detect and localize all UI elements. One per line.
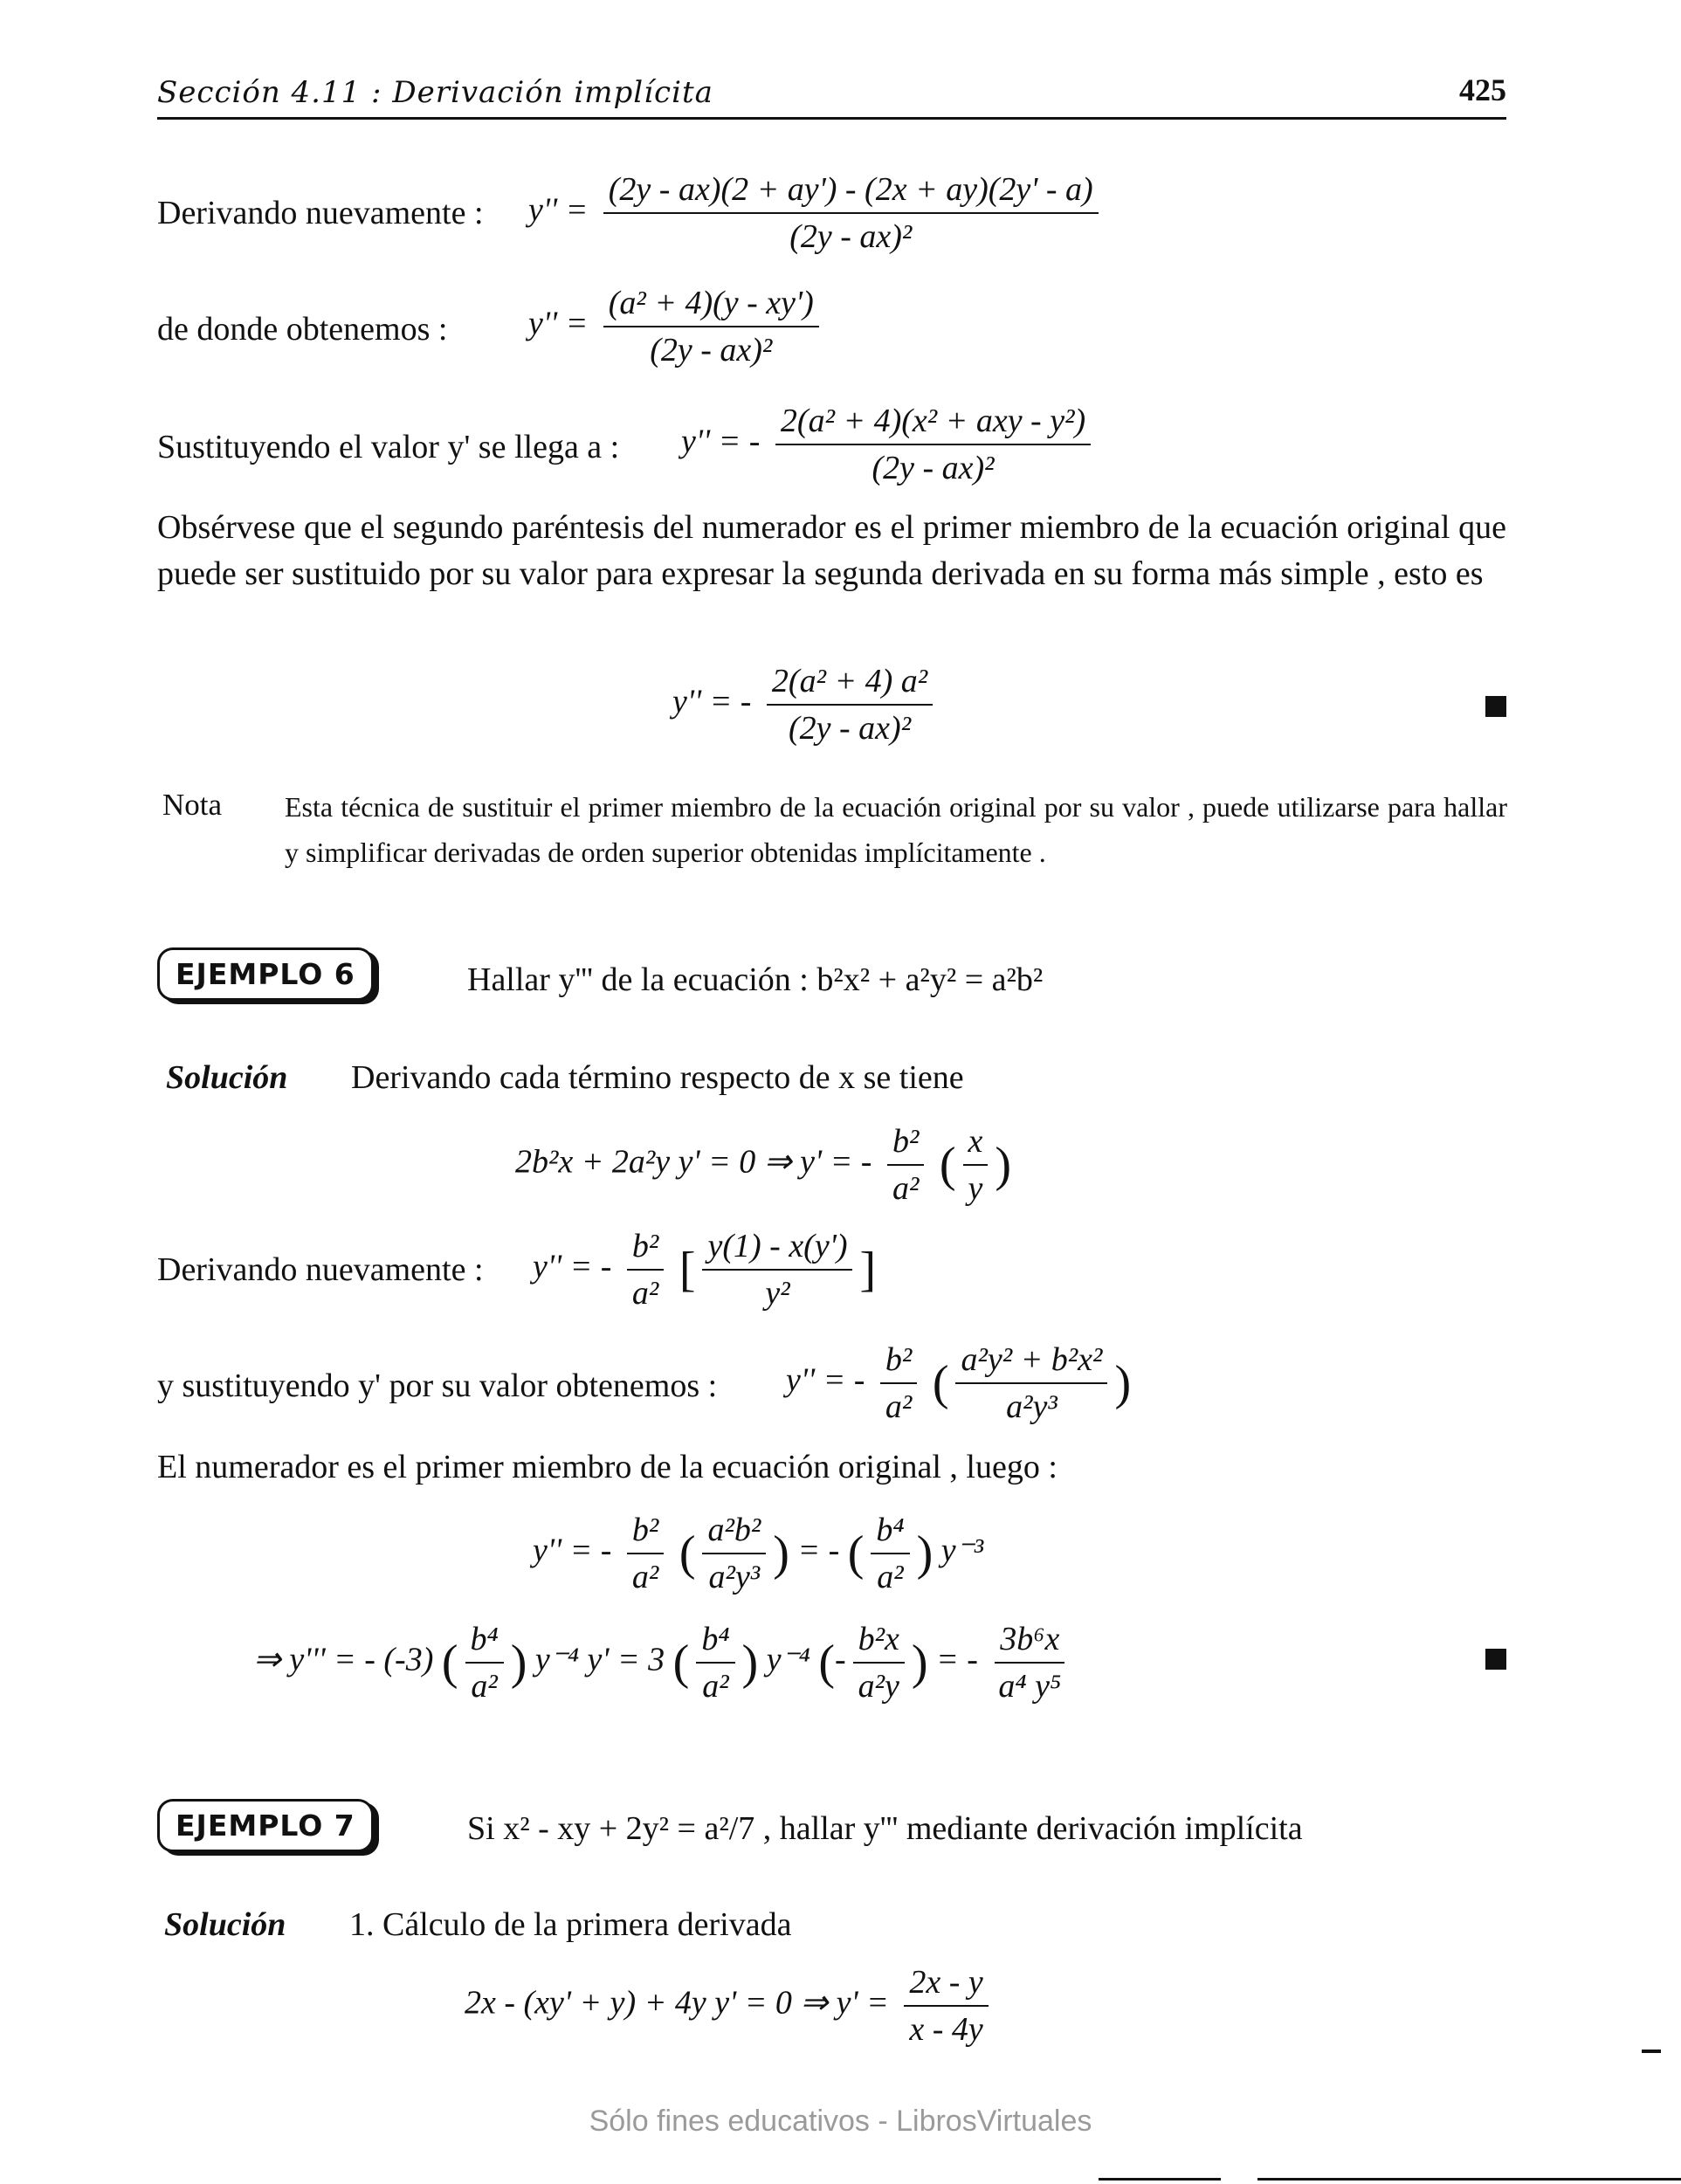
fraction bbox=[993, 1620, 1066, 1705]
page-header bbox=[157, 72, 1506, 120]
numerator: 2(a² + 4) a² bbox=[767, 662, 933, 706]
qed-square bbox=[1485, 696, 1506, 717]
fraction bbox=[627, 1511, 664, 1596]
bottom-rule-left bbox=[1099, 2178, 1221, 2181]
eq-lhs: y'' = - bbox=[533, 1248, 612, 1285]
bracket-close: ] bbox=[859, 1243, 877, 1297]
eq-lhs: y'' = bbox=[528, 305, 589, 342]
numerator: b⁴ bbox=[465, 1620, 504, 1664]
eq-lhs: y'' = - bbox=[672, 683, 752, 720]
eq-lhs: y'' = - bbox=[786, 1361, 865, 1399]
denominator: a²y³ bbox=[708, 1559, 761, 1595]
ej6-equation-4 bbox=[533, 1511, 983, 1596]
paren-open: ( bbox=[672, 1636, 690, 1690]
eq-part-a: ⇒ y''' = - (-3) bbox=[253, 1641, 434, 1678]
eq-part-d: = - bbox=[936, 1641, 978, 1678]
numerator: b⁴ bbox=[696, 1620, 734, 1664]
numerator: (2y - ax)(2 + ay') - (2x + ay)(2y' - a) bbox=[603, 170, 1099, 214]
numerator: b² bbox=[627, 1511, 664, 1554]
denominator: a² bbox=[702, 1668, 729, 1705]
fraction bbox=[880, 1340, 917, 1426]
numerator: 2(a² + 4)(x² + axy - y²) bbox=[775, 402, 1091, 445]
paren-close: ) bbox=[916, 1526, 934, 1581]
denominator: a² bbox=[631, 1559, 659, 1595]
paren-open: ( bbox=[818, 1636, 835, 1690]
denominator: a²y³ bbox=[1006, 1388, 1058, 1425]
fraction bbox=[853, 1620, 905, 1705]
fraction bbox=[696, 1620, 734, 1705]
equation-y2-third bbox=[681, 402, 1098, 487]
section-title: Sección 4.11 : Derivación implícita bbox=[157, 75, 713, 110]
numerator: y(1) - x(y') bbox=[702, 1227, 852, 1271]
derivando-label-1: Derivando nuevamente : bbox=[157, 195, 484, 231]
eq-part-b: y⁻⁴ y' = 3 bbox=[534, 1641, 665, 1678]
numerator: 2x - y bbox=[904, 1963, 988, 2007]
fraction bbox=[465, 1620, 504, 1705]
fraction bbox=[775, 402, 1091, 487]
denominator: y bbox=[968, 1170, 983, 1207]
paren-open: ( bbox=[932, 1356, 949, 1410]
bottom-rule-right bbox=[1257, 2178, 1681, 2181]
denominator: a² bbox=[877, 1559, 904, 1595]
numerador-paragraph: El numerador es el primer miembro de la ecuación original , luego : bbox=[157, 1449, 1058, 1485]
solucion-label-6: Solución bbox=[166, 1059, 288, 1096]
numerator: b⁴ bbox=[871, 1511, 909, 1554]
denominator: a² bbox=[885, 1388, 913, 1425]
fraction bbox=[963, 1122, 989, 1208]
solucion-label-7: Solución bbox=[164, 1906, 286, 1943]
eq-left: 2b²x + 2a²y y' = 0 ⇒ y' = - bbox=[515, 1143, 872, 1181]
numerator: a²b² bbox=[702, 1511, 766, 1554]
nota-text: Esta técnica de sustituir el primer miembro de la ecuación original por su valor , puede utilizarse para hallar y simplificar derivadas de orden superior obtenidas implícitamente . bbox=[285, 791, 1507, 868]
paren-close: ) bbox=[510, 1636, 527, 1690]
nota-label: Nota bbox=[162, 788, 223, 822]
solucion-text-6: Derivando cada término respecto de x se tiene bbox=[351, 1059, 964, 1096]
equation-y2-simplified bbox=[672, 662, 940, 748]
paren-close: ) bbox=[911, 1636, 928, 1690]
fraction bbox=[603, 284, 819, 369]
numerator: x bbox=[963, 1122, 989, 1166]
sustituyendo-label: Sustituyendo el valor y' se llega a : bbox=[157, 429, 620, 465]
bracket-open: [ bbox=[679, 1243, 696, 1297]
eq-left: 2x - (xy' + y) + 4y y' = 0 ⇒ y' = bbox=[465, 1984, 889, 2022]
ejemplo-6-statement: Hallar y''' de la ecuación : b²x² + a²y² = a²b² bbox=[467, 961, 1044, 998]
eq-lhs: y'' = - bbox=[681, 423, 761, 460]
denominator: (2y - ax)² bbox=[789, 710, 912, 747]
denominator: y² bbox=[765, 1275, 790, 1312]
fraction bbox=[603, 170, 1099, 256]
denominator: a² bbox=[631, 1275, 659, 1312]
eq-tail: y⁻³ bbox=[940, 1532, 984, 1569]
equation-y2-first bbox=[528, 170, 1106, 256]
paren-close: ) bbox=[995, 1138, 1012, 1192]
numerator: b² bbox=[627, 1227, 664, 1271]
numerator: 3b⁶x bbox=[995, 1620, 1064, 1664]
watermark-footer: Sólo fines educativos - LibrosVirtuales bbox=[589, 2105, 1092, 2138]
paren-open: ( bbox=[847, 1526, 865, 1581]
ej7-equation-1 bbox=[465, 1963, 996, 2049]
ejemplo-6-badge: EJEMPLO 6 bbox=[157, 947, 374, 1001]
ej6-equation-3 bbox=[786, 1340, 1131, 1426]
fraction bbox=[887, 1122, 924, 1208]
eq-sign: - bbox=[835, 1641, 846, 1678]
fraction bbox=[702, 1227, 852, 1312]
step-1-text: 1. Cálculo de la primera derivada bbox=[349, 1906, 792, 1943]
ej6-equation-2 bbox=[533, 1227, 876, 1312]
denominator: a² bbox=[471, 1668, 498, 1705]
numerator: (a² + 4)(y - xy') bbox=[603, 284, 819, 327]
edge-mark bbox=[1642, 2050, 1661, 2053]
de-donde-label: de donde obtenemos : bbox=[157, 311, 448, 348]
paren-open: ( bbox=[679, 1526, 696, 1581]
equation-y2-second bbox=[528, 284, 826, 369]
denominator: a² bbox=[892, 1170, 920, 1207]
numerator: b²x bbox=[853, 1620, 905, 1664]
paren-close: ) bbox=[1114, 1356, 1132, 1410]
ejemplo-7-statement: Si x² - xy + 2y² = a²/7 , hallar y''' mediante derivación implícita bbox=[467, 1810, 1303, 1847]
eq-lhs: y'' = - bbox=[533, 1532, 612, 1569]
ej6-equation-5 bbox=[253, 1620, 1073, 1705]
fraction bbox=[767, 662, 933, 748]
paren-open: ( bbox=[939, 1138, 956, 1192]
numerator: b² bbox=[887, 1122, 924, 1166]
paren-close: ) bbox=[741, 1636, 759, 1690]
fraction bbox=[871, 1511, 909, 1596]
fraction bbox=[904, 1963, 988, 2049]
denominator: (2y - ax)² bbox=[872, 450, 995, 486]
paren-open: ( bbox=[441, 1636, 458, 1690]
fraction bbox=[955, 1340, 1107, 1426]
derivando-label-2: Derivando nuevamente : bbox=[157, 1251, 484, 1288]
observacion-paragraph: Obsérvese que el segundo paréntesis del numerador es el primer miembro de la ecuación original que puede ser sustituido por su valor para expresar la segunda derivada en su forma más simple , esto es bbox=[157, 509, 1506, 592]
numerator: a²y² + b²x² bbox=[955, 1340, 1107, 1384]
denominator: (2y - ax)² bbox=[789, 218, 913, 255]
denominator: a²y bbox=[858, 1668, 899, 1705]
qed-square bbox=[1485, 1649, 1506, 1670]
denominator: a⁴ y⁵ bbox=[998, 1668, 1062, 1705]
denominator: (2y - ax)² bbox=[650, 332, 773, 369]
denominator: x - 4y bbox=[909, 2011, 983, 2048]
paren-close: ) bbox=[773, 1526, 789, 1581]
sustituyendo-label-6: y sustituyendo y' por su valor obtenemos : bbox=[157, 1368, 718, 1404]
ejemplo-7-badge: EJEMPLO 7 bbox=[157, 1799, 374, 1852]
fraction bbox=[627, 1227, 664, 1312]
ej6-equation-1 bbox=[515, 1122, 1011, 1208]
eq-lhs: y'' = bbox=[528, 191, 589, 229]
eq-part-c: y⁻⁴ bbox=[766, 1641, 810, 1678]
page-number: 425 bbox=[1459, 72, 1506, 107]
fraction bbox=[702, 1511, 766, 1596]
numerator: b² bbox=[880, 1340, 917, 1384]
eq-mid: = - bbox=[797, 1532, 840, 1569]
